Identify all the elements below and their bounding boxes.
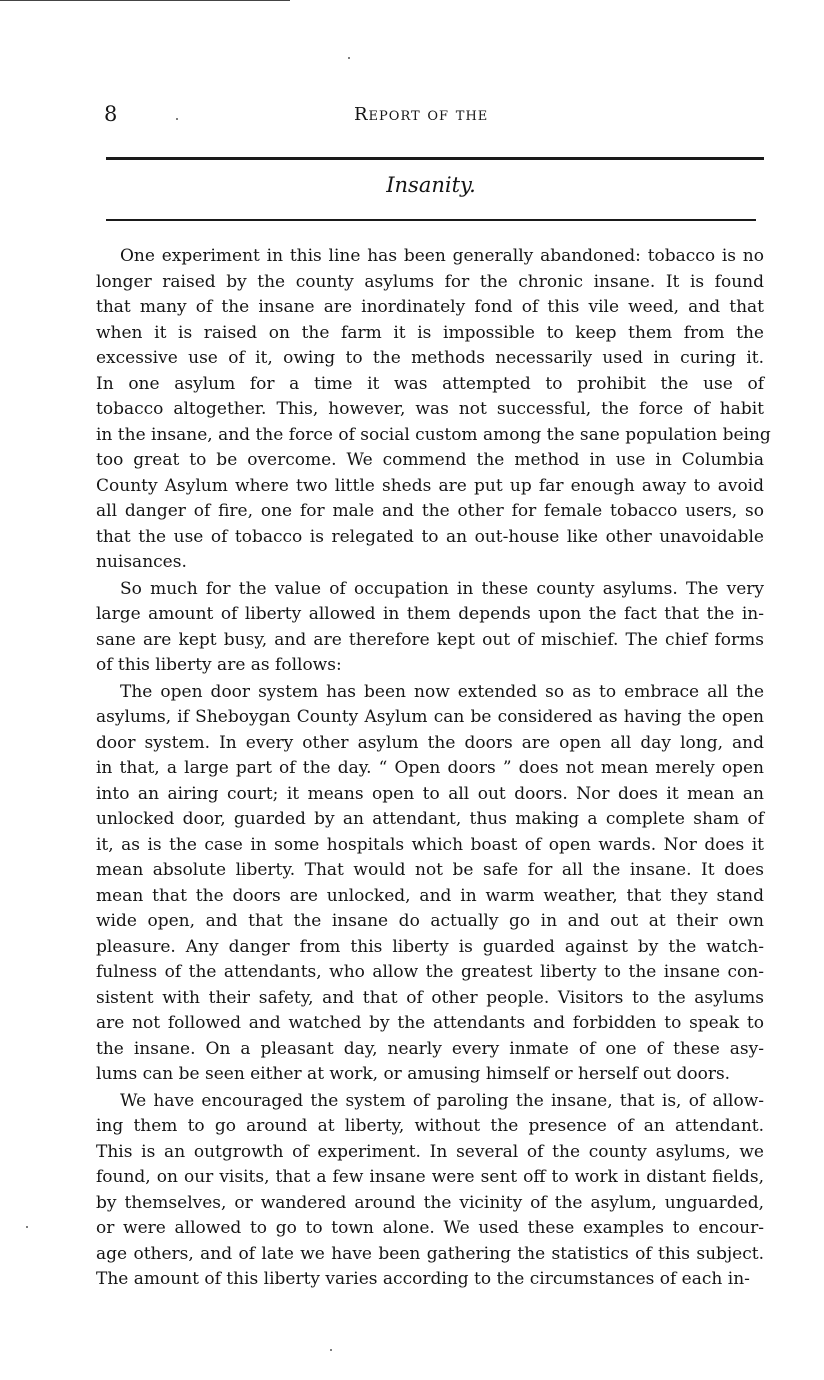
- text-line: door system. In every other asylum the doors are open all day long, and: [96, 732, 764, 753]
- text-line: age others, and of late we have been gathering the statistics of this subject.: [96, 1243, 764, 1264]
- text-line: found, on our visits, that a few insane were sent off to work in distant fields,: [96, 1167, 764, 1187]
- text-line: when it is raised on the farm it is impossible to keep them from the: [96, 322, 764, 343]
- text-line: large amount of liberty allowed in them depends upon the fact that the in-: [96, 604, 764, 624]
- text-line: tobacco altogether. This, however, was not successful, the force of habit: [96, 399, 764, 419]
- text-line: it, as is the case in some hospitals which boast of open wards. Nor does it: [96, 834, 764, 855]
- text-line: of this liberty are as follows:: [96, 655, 342, 675]
- text-line: in that, a large part of the day. “ Open doors ” does not mean merely open: [96, 758, 764, 778]
- text-line: all danger of fire, one for male and the other for female tobacco users, so: [96, 501, 764, 521]
- text-line: nuisances.: [96, 552, 187, 572]
- page-number: 8: [104, 102, 118, 126]
- text-line: the insane. On a pleasant day, nearly every inmate of one of these asy-: [96, 1038, 764, 1059]
- text-line: So much for the value of occupation in these county asylums. The very: [120, 578, 764, 599]
- scan-speck: [26, 1226, 28, 1228]
- text-line: too great to be overcome. We commend the method in use in Columbia: [96, 450, 764, 470]
- text-line: that the use of tobacco is relegated to an out-house like other unavoidable: [96, 526, 764, 547]
- text-line: that many of the insane are inordinately fond of this vile weed, and that: [96, 297, 764, 317]
- paragraph: [96, 680, 764, 1088]
- text-line: longer raised by the county asylums for the chronic insane. It is found: [96, 271, 764, 292]
- text-line: asylums, if Sheboygan County Asylum can be considered as having the open: [96, 707, 764, 727]
- body-text: [96, 244, 771, 1293]
- text-line: excessive use of it, owing to the methods necessarily used in curing it.: [96, 348, 764, 368]
- text-line: In one asylum for a time it was attempted to prohibit the use of: [96, 373, 764, 394]
- paragraph: [96, 577, 764, 679]
- text-line: The open door system has been now extended so as to embrace all the: [120, 681, 764, 702]
- header-rule: [106, 157, 764, 160]
- text-line: fulness of the attendants, who allow the greatest liberty to the insane con-: [96, 962, 764, 982]
- text-line: County Asylum where two little sheds are put up far enough away to avoid: [96, 475, 764, 496]
- text-line: We have encouraged the system of paroling the insane, that is, of allow-: [120, 1090, 764, 1111]
- text-line: This is an outgrowth of experiment. In several of the county asylums, we: [96, 1141, 764, 1162]
- running-head: Report of the: [354, 104, 489, 125]
- section-title: Insanity.: [386, 173, 476, 197]
- scan-speck: [330, 1349, 332, 1351]
- text-line: in the insane, and the force of social custom among the sane population being: [96, 424, 771, 445]
- text-line: pleasure. Any danger from this liberty is guarded against by the watch-: [96, 936, 764, 957]
- text-line: ing them to go around at liberty, without the presence of an attendant.: [96, 1116, 764, 1136]
- text-line: One experiment in this line has been generally abandoned: tobacco is no: [120, 246, 764, 266]
- text-line: lums can be seen either at work, or amusing himself or herself out doors.: [96, 1064, 731, 1084]
- text-line: mean that the doors are unlocked, and in warm weather, that they stand: [96, 885, 764, 906]
- scan-top-edge-line: [0, 0, 290, 1]
- text-line: or were allowed to go to town alone. We used these examples to encour-: [96, 1218, 764, 1238]
- text-line: sane are kept busy, and are therefore kept out of mischief. The chief forms: [96, 629, 764, 650]
- text-line: are not followed and watched by the attendants and forbidden to speak to: [96, 1013, 764, 1033]
- text-line: sistent with their safety, and that of other people. Visitors to the asylums: [96, 987, 764, 1008]
- section-rule: [106, 219, 756, 221]
- text-line: by themselves, or wandered around the vicinity of the asylum, unguarded,: [96, 1192, 764, 1213]
- text-line: mean absolute liberty. That would not be safe for all the insane. It does: [96, 860, 764, 880]
- scan-speck: [176, 118, 178, 120]
- paragraph: [96, 1089, 764, 1293]
- scan-speck: [348, 57, 350, 59]
- text-line: wide open, and that the insane do actually go in and out at their own: [96, 911, 764, 931]
- text-line: into an airing court; it means open to all out doors. Nor does it mean an: [96, 783, 764, 804]
- text-line: The amount of this liberty varies according to the circumstances of each in-: [96, 1269, 750, 1289]
- text-line: unlocked door, guarded by an attendant, thus making a complete sham of: [96, 809, 764, 829]
- paragraph: [96, 244, 771, 576]
